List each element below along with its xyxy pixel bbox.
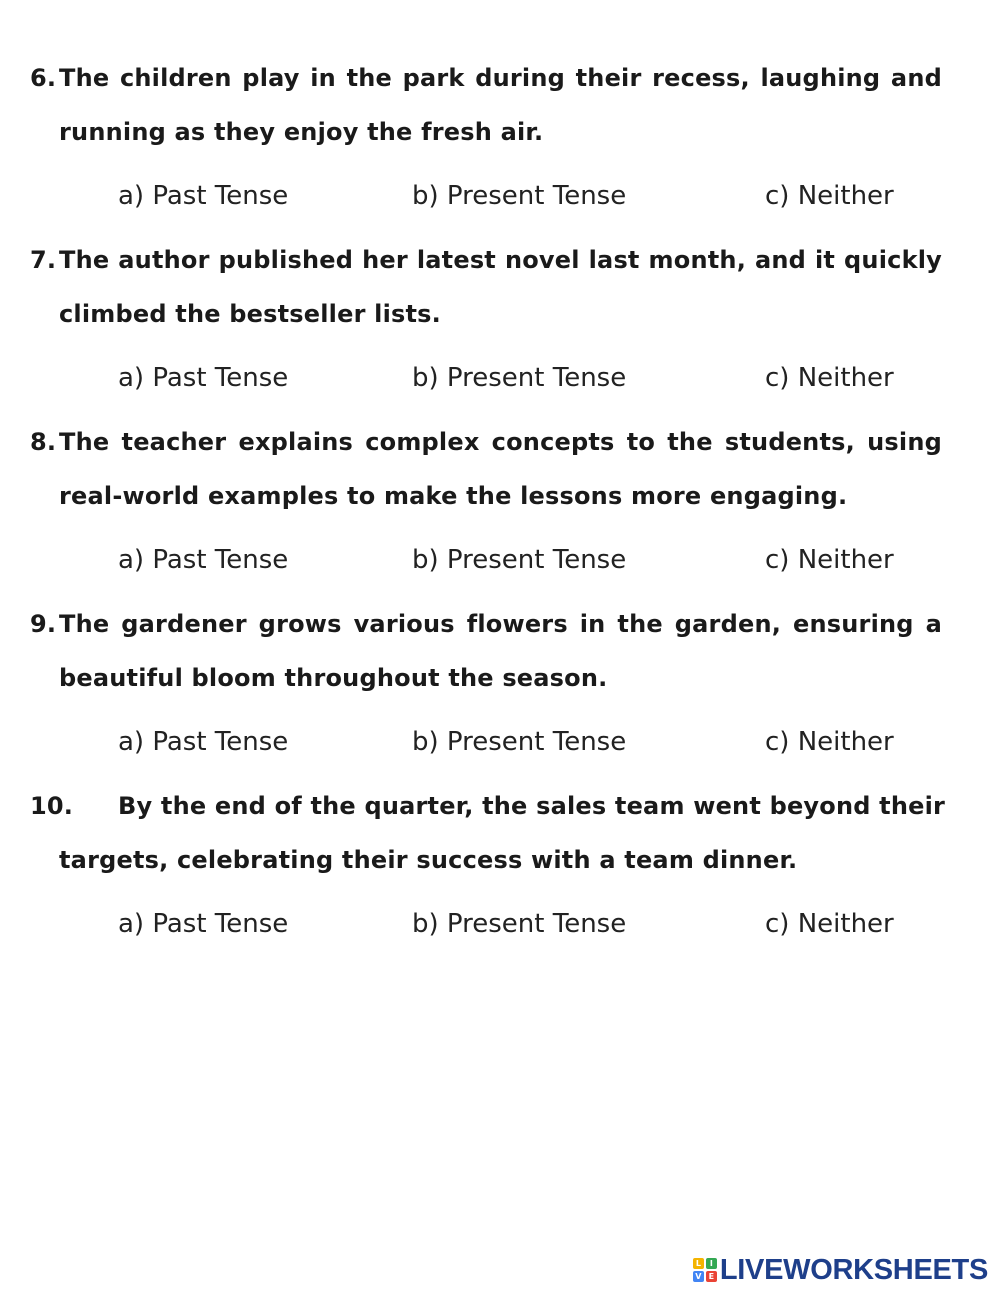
question-6	[30, 51, 942, 233]
option-present-tense[interactable]: b) Present Tense	[412, 181, 627, 211]
answer-options	[30, 341, 942, 415]
option-neither[interactable]: c) Neither	[765, 545, 894, 575]
question-text-line: climbed the bestseller lists.	[59, 300, 441, 328]
liveworksheets-logo	[693, 1253, 988, 1287]
option-present-tense[interactable]: b) Present Tense	[412, 727, 627, 757]
logo-cell: I	[706, 1258, 717, 1269]
question-number: 7.	[30, 246, 57, 274]
option-neither[interactable]: c) Neither	[765, 181, 894, 211]
question-number: 8.	[30, 428, 57, 456]
option-neither[interactable]: c) Neither	[765, 909, 894, 939]
option-past-tense[interactable]: a) Past Tense	[118, 181, 289, 211]
option-past-tense[interactable]: a) Past Tense	[118, 363, 289, 393]
option-present-tense[interactable]: b) Present Tense	[412, 909, 627, 939]
logo-cell: L	[693, 1258, 704, 1269]
brand-logo-icon	[693, 1258, 717, 1282]
option-neither[interactable]: c) Neither	[765, 727, 894, 757]
question-text-line: targets, celebrating their success with a team dinner.	[59, 846, 798, 874]
answer-options	[30, 523, 942, 597]
question-8	[30, 415, 942, 597]
question-text-line: running as they enjoy the fresh air.	[59, 118, 544, 146]
answer-options	[30, 705, 942, 779]
question-text-line: The teacher explains complex concepts to the students, using	[59, 428, 942, 456]
question-number: 10.	[30, 792, 74, 820]
brand-name: LIVEWORKSHEETS	[719, 1253, 988, 1286]
question-text-line: The children play in the park during their recess, laughing and	[59, 64, 942, 92]
question-9	[30, 597, 942, 779]
option-past-tense[interactable]: a) Past Tense	[118, 545, 289, 575]
answer-options	[30, 159, 942, 233]
question-number: 9.	[30, 610, 57, 638]
question-text-line: beautiful bloom throughout the season.	[59, 664, 608, 692]
question-text-line: By the end of the quarter, the sales team went beyond their	[118, 792, 946, 820]
question-7	[30, 233, 942, 415]
question-text-line: The gardener grows various flowers in the garden, ensuring a	[59, 610, 942, 638]
option-present-tense[interactable]: b) Present Tense	[412, 545, 627, 575]
logo-cell: E	[706, 1271, 717, 1282]
question-number: 6.	[30, 64, 57, 92]
question-10	[30, 779, 946, 961]
option-neither[interactable]: c) Neither	[765, 363, 894, 393]
answer-options	[30, 887, 942, 961]
question-text-line: The author published her latest novel last month, and it quickly	[59, 246, 942, 274]
option-past-tense[interactable]: a) Past Tense	[118, 727, 289, 757]
option-present-tense[interactable]: b) Present Tense	[412, 363, 627, 393]
option-past-tense[interactable]: a) Past Tense	[118, 909, 289, 939]
question-text-line: real-world examples to make the lessons more engaging.	[59, 482, 848, 510]
logo-cell: V	[693, 1271, 704, 1282]
